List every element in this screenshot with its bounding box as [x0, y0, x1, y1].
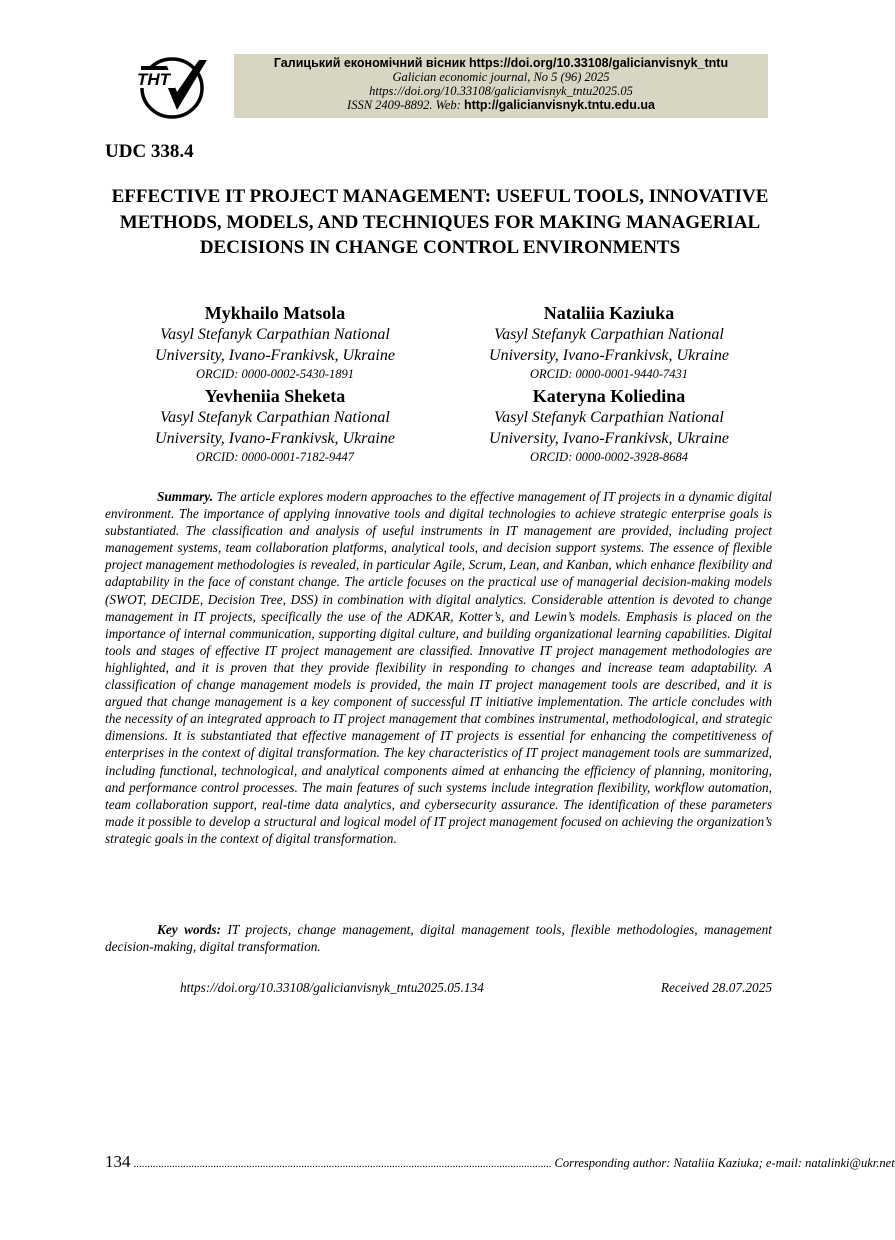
- leader-dots: ........................................................................................................................................................: [133, 1158, 552, 1170]
- tntu-logo-icon: [133, 52, 211, 120]
- author-name: Mykhailo Matsola: [204, 303, 346, 323]
- header-line4: [234, 98, 768, 112]
- abstract-text: The article explores modern approaches to the effective management of IT projects in a dynamic digital environment. The importance of applying innovative tools and digital technologies to achieve strategic enterprise goals is substantiated. The classification and analysis of useful instruments in IT management are provided, including project management systems, team collaboration platforms, analytical tools, and decision support systems. The essence of flexible project management methodologies is revealed, in particular Agile, Scrum, Lean, and Kanban, which enhance flexibility and adaptability in the face of constant change. The article focuses on the practical use of managerial decision-making models (SWOT, DECIDE, Decision Tree, DSS) in combination with digital analytics. Considerable attention is devoted to change management in IT projects, specifically the use of the ADKAR, Kotter’s, and Lewin’s models. Emphasis is placed on the importance of internal communication, supporting digital culture, and building organizational learning capabilities. Digital tools and stages of effective IT project management are classified. Innovative IT project management methodologies are highlighted, and it is proven that they provide flexibility in responding to changes and increase team adaptability. A classification of change management models is provided, the main IT project management tools are described, and it is argued that change management is a key component of successful IT initiative implementation. The article concludes with the necessity of an integrated approach to IT project management that combines instrumental, methodological, and strategic dimensions. It is substantiated that effective management of IT projects is essential for enhancing the competitiveness of enterprises in the context of digital transformation. The key characteristics of IT project management tools are summarized, including functional, technological, and analytical components aimed at enhancing the efficiency of planning, monitoring, and performance control processes. The main features of such systems include integration flexibility, workflow automation, team collaboration support, real-time data analytics, and cybersecurity assurance. The identification of these parameters made it possible to develop a structural and logical model of IT project management focused on achieving the organization’s strategic goals in the context of digital transformation.: [105, 489, 772, 846]
- udc-code: UDC 338.4: [105, 141, 194, 162]
- keywords: [105, 921, 772, 955]
- author-affiliation: University, Ivano-Frankivsk, Ukraine: [489, 347, 729, 364]
- keywords-label: Key words:: [157, 922, 222, 937]
- article-doi[interactable]: https://doi.org/10.33108/galicianvisnyk_tntu2025.05.134: [180, 980, 484, 995]
- author-affiliation: Vasyl Stefanyk Carpathian National: [160, 409, 390, 426]
- issn-text: ISSN 2409-8892. Web:: [347, 98, 464, 112]
- abstract: [105, 488, 772, 847]
- author-orcid[interactable]: ORCID: 0000-0002-5430-1891: [196, 367, 354, 381]
- logo-text: ТНТ: [137, 70, 171, 89]
- author-orcid[interactable]: ORCID: 0000-0001-7182-9447: [196, 450, 354, 464]
- author-orcid[interactable]: ORCID: 0000-0001-9440-7431: [530, 367, 688, 381]
- author-affiliation: University, Ivano-Frankivsk, Ukraine: [155, 430, 395, 447]
- header-line2: Galician economic journal, No 5 (96) 2025: [392, 70, 610, 84]
- received-date: Received 28.07.2025: [660, 980, 772, 995]
- article-title: EFFECTIVE IT PROJECT MANAGEMENT: USEFUL TOOLS, INNOVATIVE METHODS, MODELS, AND TECHNIQUES FOR MAKING MANAGERIAL DECISIONS IN CHANGE CONTROL ENVIRONMENTS: [111, 186, 769, 258]
- keywords-text: IT projects, change management, digital management tools, flexible methodologies, management decision-making, digital transformation.: [105, 922, 772, 955]
- page-number: 134: [105, 1152, 131, 1171]
- author-affiliation: Vasyl Stefanyk Carpathian National: [494, 326, 724, 343]
- author-name: Kateryna Koliedina: [532, 386, 686, 406]
- author-orcid[interactable]: ORCID: 0000-0002-3928-8684: [530, 450, 688, 464]
- author-affiliation: University, Ivano-Frankivsk, Ukraine: [489, 430, 729, 447]
- corresponding-author: Corresponding author: Nataliia Kaziuka; e-mail: natalinki@ukr.net: [554, 1156, 895, 1170]
- author-affiliation: Vasyl Stefanyk Carpathian National: [160, 326, 390, 343]
- author-affiliation: Vasyl Stefanyk Carpathian National: [494, 409, 724, 426]
- author-name: Yevheniia Sheketa: [204, 386, 346, 406]
- author-block: [449, 385, 769, 466]
- journal-logo: [133, 52, 211, 120]
- page-footer: [105, 1152, 895, 1172]
- header-line3: https://doi.org/10.33108/galicianvisnyk_tntu2025.05: [369, 84, 633, 98]
- journal-header: [234, 54, 768, 118]
- author-block: [449, 302, 769, 383]
- author-block: [115, 302, 435, 383]
- abstract-label: Summary.: [157, 489, 214, 504]
- author-block: [115, 385, 435, 466]
- author-affiliation: University, Ivano-Frankivsk, Ukraine: [155, 347, 395, 364]
- header-line1: Галицький економічний вісник https://doi.org/10.33108/galicianvisnyk_tntu: [273, 56, 729, 70]
- author-name: Nataliia Kaziuka: [543, 303, 675, 323]
- journal-web-link[interactable]: http://galicianvisnyk.tntu.edu.ua: [463, 98, 655, 112]
